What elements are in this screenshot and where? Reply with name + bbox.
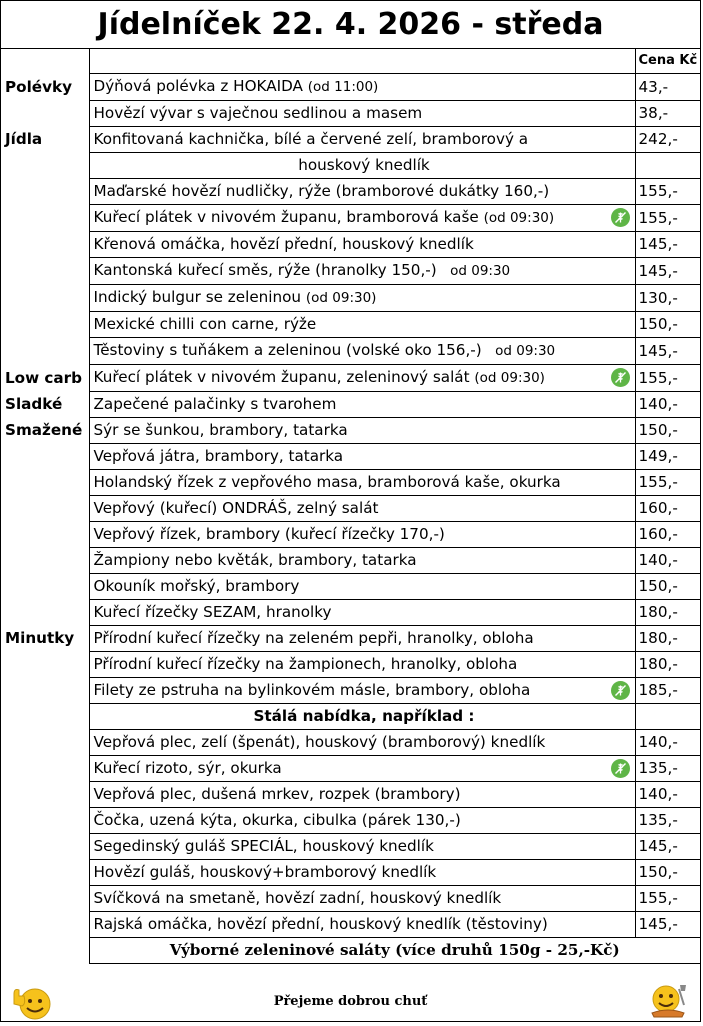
dish-cell (89, 444, 635, 470)
dish-cell (89, 205, 635, 232)
category-label (1, 258, 89, 285)
dish-cell (89, 153, 635, 179)
menu-row (1, 600, 700, 626)
category-label: Polévky (1, 74, 89, 101)
price-cell: 155,- (635, 365, 700, 392)
dish-cell (89, 312, 635, 338)
menu-row (1, 574, 700, 600)
dish-name: Indický bulgur se zeleninou (93, 288, 302, 307)
category-label (1, 912, 89, 938)
dish-cell (89, 418, 635, 444)
dish-name: Stálá nabídka, například : (253, 707, 475, 726)
price-cell: 155,- (635, 205, 700, 232)
menu-row (1, 444, 700, 470)
header-category-cell (1, 48, 89, 74)
dish-name: Čočka, uzená kýta, okurka, cibulka (párek 130,-) (93, 811, 461, 830)
menu-row (1, 232, 700, 258)
dish-cell (89, 860, 635, 886)
menu-row (1, 704, 700, 730)
category-label (1, 600, 89, 626)
dish-cell (89, 600, 635, 626)
price-cell: 140,- (635, 548, 700, 574)
dish-name: Maďarské hovězí nudličky, rýže (bramborové dukátky 160,-) (93, 182, 550, 201)
dish-name: Okouník mořský, brambory (93, 577, 300, 596)
price-cell: 185,- (635, 678, 700, 704)
price-cell: 150,- (635, 860, 700, 886)
dish-cell (89, 365, 635, 392)
dish-time: od 09:30 (486, 343, 556, 360)
price-cell: 180,- (635, 626, 700, 652)
menu-row (1, 470, 700, 496)
category-label: Low carb (1, 365, 89, 392)
price-cell: 145,- (635, 232, 700, 258)
dish-time: (od 11:00) (307, 79, 379, 96)
menu-row (1, 392, 700, 418)
dish-name: Přírodní kuřecí řízečky na zeleném pepři, hranolky, obloha (93, 629, 534, 648)
menu-row (1, 548, 700, 574)
category-label (1, 338, 89, 365)
dish-name: Hovězí vývar s vaječnou sedlinou a masem (93, 104, 423, 123)
category-label (1, 470, 89, 496)
price-cell: 135,- (635, 756, 700, 782)
menu-row (1, 365, 700, 392)
dish-name: Kuřecí plátek v nivovém županu, bramborová kaše (93, 208, 479, 227)
dish-name: Těstoviny s tuňákem a zeleninou (volské oko 156,-) (93, 341, 482, 360)
menu-row (1, 312, 700, 338)
category-label (1, 652, 89, 678)
price-cell: 180,- (635, 600, 700, 626)
dish-time: (od 09:30) (474, 370, 545, 387)
category-label (1, 756, 89, 782)
menu-row (1, 626, 700, 652)
menu-row (1, 205, 700, 232)
menu-row (1, 756, 700, 782)
price-header: Cena Kč (635, 48, 700, 74)
menu-row (1, 860, 700, 886)
category-label: Minutky (1, 626, 89, 652)
category-label (1, 886, 89, 912)
dish-name: Sýr se šunkou, brambory, tatarka (93, 421, 348, 440)
menu-row (1, 153, 700, 179)
dish-cell (89, 548, 635, 574)
footer (1, 980, 700, 1021)
footer-wish: Přejeme dobrou chuť (273, 994, 428, 1009)
dish-name: Kuřecí plátek v nivovém županu, zeleninový salát (93, 368, 470, 387)
dish-name: Vepřový (kuřecí) ONDRÁŠ, zelný salát (93, 499, 379, 518)
gluten-free-icon (611, 368, 630, 387)
dish-name: Filety ze pstruha na bylinkovém másle, brambory, obloha (93, 681, 531, 700)
menu-row (1, 179, 700, 205)
dish-cell (89, 74, 635, 101)
category-label (1, 522, 89, 548)
category-label (1, 179, 89, 205)
salads-note: Výborné zeleninové saláty (více druhů 150g - 25,-Kč) (89, 938, 700, 964)
price-cell: 155,- (635, 179, 700, 205)
dish-name: Zapečené palačinky s tvarohem (93, 395, 337, 414)
dish-cell (89, 101, 635, 127)
header-dish-cell (89, 48, 635, 74)
price-cell: 130,- (635, 285, 700, 312)
salads-row (1, 938, 700, 964)
category-label (1, 860, 89, 886)
dish-name: Rajská omáčka, hovězí přední, houskový knedlík (těstoviny) (93, 915, 548, 934)
menu-row (1, 652, 700, 678)
dish-cell (89, 496, 635, 522)
dish-cell (89, 678, 635, 704)
dish-name: Dýňová polévka z HOKAIDA (93, 77, 303, 96)
dish-cell (89, 652, 635, 678)
dish-name: Vepřová plec, zelí (špenát), houskový (bramborový) knedlík (93, 733, 546, 752)
price-cell: 38,- (635, 101, 700, 127)
dish-name: Holandský řízek z vepřového masa, bramborová kaše, okurka (93, 473, 561, 492)
menu-row (1, 285, 700, 312)
menu-row (1, 101, 700, 127)
dish-name: Vepřový řízek, brambory (kuřecí řízečky 170,-) (93, 525, 445, 544)
header-row (1, 48, 700, 74)
price-cell: 135,- (635, 808, 700, 834)
price-cell (635, 153, 700, 179)
category-label (1, 574, 89, 600)
dish-name: Přírodní kuřecí řízečky na žampionech, hranolky, obloha (93, 655, 518, 674)
dish-cell (89, 626, 635, 652)
dish-cell (89, 808, 635, 834)
price-cell: 180,- (635, 652, 700, 678)
menu-row (1, 782, 700, 808)
price-cell: 145,- (635, 258, 700, 285)
price-cell (635, 704, 700, 730)
dish-name: Hovězí guláš, houskový+bramborový knedlík (93, 863, 437, 882)
price-cell: 145,- (635, 912, 700, 938)
dish-name: Mexické chilli con carne, rýže (93, 315, 317, 334)
dish-cell (89, 179, 635, 205)
menu-row (1, 522, 700, 548)
dish-time: od 09:30 (441, 263, 511, 280)
price-cell: 43,- (635, 74, 700, 101)
category-label: Sladké (1, 392, 89, 418)
price-cell: 140,- (635, 730, 700, 756)
category-label (1, 678, 89, 704)
dish-name: Svíčková na smetaně, hovězí zadní, houskový knedlík (93, 889, 502, 908)
dish-cell (89, 258, 635, 285)
menu-row (1, 808, 700, 834)
category-label (1, 730, 89, 756)
gluten-free-icon (611, 681, 630, 700)
price-cell: 150,- (635, 574, 700, 600)
price-cell: 150,- (635, 312, 700, 338)
dish-name: Kuřecí řízečky SEZAM, hranolky (93, 603, 332, 622)
dish-cell (89, 886, 635, 912)
dish-cell (89, 782, 635, 808)
dish-time: (od 09:30) (305, 290, 377, 307)
dish-time: (od 09:30) (483, 210, 555, 227)
eating-smiley-icon (646, 981, 694, 1025)
dish-cell (89, 285, 635, 312)
menu-row (1, 496, 700, 522)
menu-row (1, 912, 700, 938)
dish-cell (89, 730, 635, 756)
dish-name: Kuřecí rizoto, sýr, okurka (93, 759, 282, 778)
gluten-free-icon (611, 208, 630, 227)
price-cell: 155,- (635, 470, 700, 496)
category-label (1, 808, 89, 834)
category-label (1, 232, 89, 258)
menu-row (1, 74, 700, 101)
menu-body (1, 48, 700, 964)
price-cell: 149,- (635, 444, 700, 470)
dish-cell (89, 756, 635, 782)
dish-cell (89, 522, 635, 548)
category-label (1, 153, 89, 179)
category-label (1, 444, 89, 470)
dish-cell (89, 704, 635, 730)
category-label (1, 496, 89, 522)
dish-cell (89, 470, 635, 496)
price-cell: 145,- (635, 338, 700, 365)
price-cell: 160,- (635, 496, 700, 522)
category-label: Smažené (1, 418, 89, 444)
menu-row (1, 730, 700, 756)
dish-cell (89, 338, 635, 365)
dish-cell (89, 912, 635, 938)
category-label: Jídla (1, 127, 89, 153)
category-label (1, 548, 89, 574)
dish-name: Segedinský guláš SPECIÁL, houskový knedlík (93, 837, 434, 856)
dish-cell (89, 232, 635, 258)
menu-row (1, 127, 700, 153)
dish-cell (89, 574, 635, 600)
salads-category-cell (1, 938, 89, 964)
gluten-free-icon (611, 759, 630, 778)
price-cell: 145,- (635, 834, 700, 860)
menu-row (1, 678, 700, 704)
dish-cell (89, 834, 635, 860)
category-label (1, 782, 89, 808)
menu-table (1, 48, 700, 964)
category-label (1, 834, 89, 860)
dish-name: Kantonská kuřecí směs, rýže (hranolky 150,-) (93, 261, 437, 280)
price-cell: 160,- (635, 522, 700, 548)
category-label (1, 704, 89, 730)
dish-name: Vepřová játra, brambory, tatarka (93, 447, 344, 466)
category-label (1, 312, 89, 338)
dish-name: Vepřová plec, dušená mrkev, rozpek (brambory) (93, 785, 461, 804)
dish-name: Žampiony nebo květák, brambory, tatarka (93, 551, 417, 570)
price-cell: 140,- (635, 782, 700, 808)
page-title: Jídelníček 22. 4. 2026 - středa (1, 1, 700, 49)
category-label (1, 285, 89, 312)
menu-row (1, 338, 700, 365)
price-cell: 150,- (635, 418, 700, 444)
dish-cell (89, 392, 635, 418)
thumbs-up-smiley-icon (10, 982, 56, 1026)
menu-row (1, 886, 700, 912)
dish-name: houskový knedlík (298, 156, 430, 175)
price-cell: 242,- (635, 127, 700, 153)
category-label (1, 101, 89, 127)
price-cell: 155,- (635, 886, 700, 912)
price-cell: 140,- (635, 392, 700, 418)
menu-row (1, 834, 700, 860)
dish-name: Konfitovaná kachnička, bílé a červené zelí, bramborový a (93, 130, 529, 149)
category-label (1, 205, 89, 232)
menu-row (1, 418, 700, 444)
menu-row (1, 258, 700, 285)
dish-name: Křenová omáčka, hovězí přední, houskový knedlík (93, 235, 474, 254)
dish-cell (89, 127, 635, 153)
